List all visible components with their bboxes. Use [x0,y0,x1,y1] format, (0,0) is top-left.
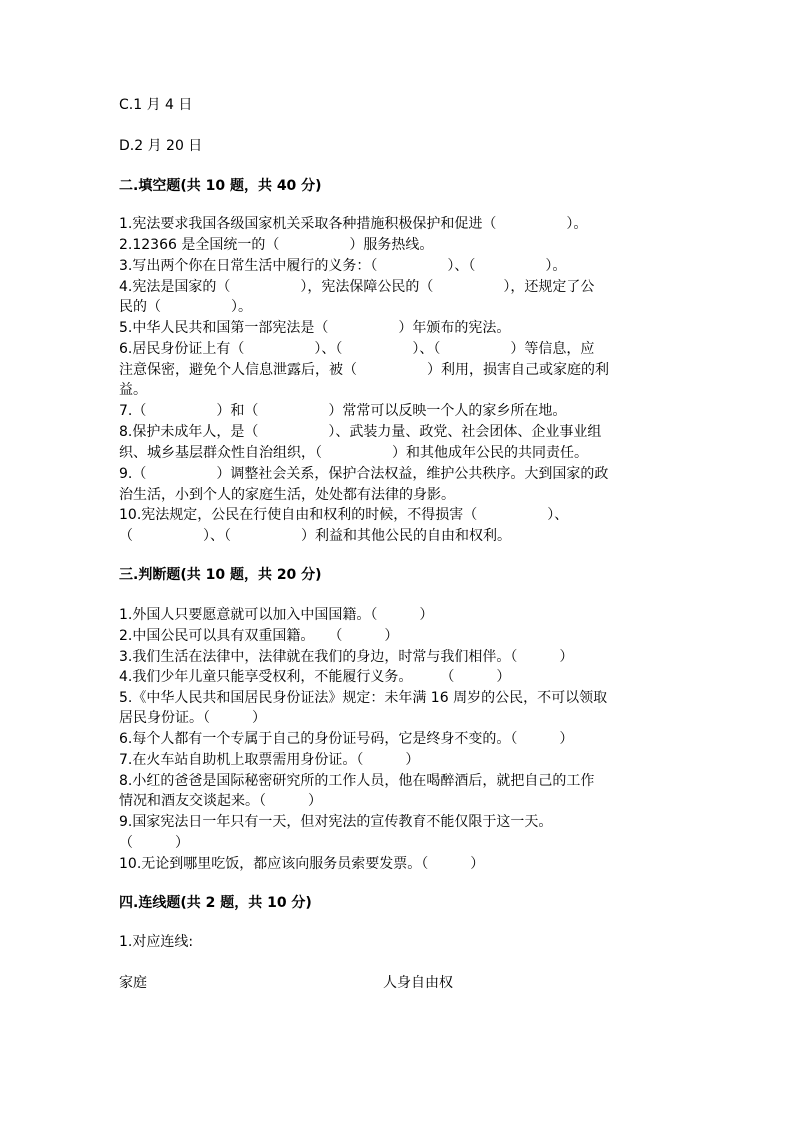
option-d: D.2 月 20 日 [119,138,203,154]
matching-question: 1.对应连线: [119,934,194,950]
true-false-line: 9.国家宪法日一年只有一天，但对宪法的宣传教育不能仅限于这一天。 [119,814,553,830]
true-false-line: 1.外国人只要愿意就可以加入中国国籍。（ ） [119,607,434,623]
section-heading-matching: 四.连线题(共 2 题，共 10 分) [119,895,312,911]
true-false-line: 4.我们少年儿童只能享受权利，不能履行义务。 （ ） [119,669,511,685]
fill-blank-line: 9.（ ）调整社会关系，保护合法权益，维护公共秩序。大到国家的政 [119,466,609,482]
fill-blank-line: 注意保密，避免个人信息泄露后，被（ ）利用，损害自己或家庭的利 [119,362,609,378]
true-false-line: 10.无论到哪里吃饭，都应该向服务员索要发票。（ ） [119,856,485,872]
fill-blank-line: 益。 [119,382,147,398]
fill-blank-line: 8.保护未成年人，是（ ）、武装力量、政党、社会团体、企业事业组 [119,424,602,440]
fill-blank-line: 1.宪法要求我国各级国家机关采取各种措施积极保护和促进（ ）。 [119,216,588,232]
true-false-line: 3.我们生活在法律中，法律就在我们的身边，时常与我们相伴。（ ） [119,649,574,665]
matching-left-item: 家庭 [119,975,147,991]
fill-blank-line: 5.中华人民共和国第一部宪法是（ ）年颁布的宪法。 [119,320,511,336]
fill-blank-line: 2.12366 是全国统一的（ ）服务热线。 [119,237,434,253]
section-heading-true-false: 三.判断题(共 10 题，共 20 分) [119,567,322,583]
fill-blank-line: 3.写出两个你在日常生活中履行的义务：（ ）、（ ）。 [119,258,567,274]
true-false-line: 2.中国公民可以具有双重国籍。 （ ） [119,628,399,644]
matching-right-item: 人身自由权 [383,975,453,991]
fill-blank-line: 7.（ ）和（ ）常常可以反映一个人的家乡所在地。 [119,403,567,419]
fill-blank-line: 织、城乡基层群众性自治组织，（ ）和其他成年公民的共同责任。 [119,445,588,461]
section-heading-fill-blank: 二.填空题(共 10 题，共 40 分) [119,178,322,194]
true-false-line: 7.在火车站自助机上取票需用身份证。（ ） [119,752,420,768]
true-false-line: 6.每个人都有一个专属于自己的身份证号码，它是终身不变的。（ ） [119,731,574,747]
fill-blank-line: 10.宪法规定，公民在行使自由和权利的时候，不得损害（ ）、 [119,507,569,523]
fill-blank-line: 治生活，小到个人的家庭生活，处处都有法律的身影。 [119,487,455,503]
fill-blank-line: 6.居民身份证上有（ ）、（ ）、（ ）等信息，应 [119,341,595,357]
true-false-line: 情况和酒友交谈起来。（ ） [119,793,322,809]
option-c: C.1 月 4 日 [119,97,193,113]
fill-blank-line: 民的（ ）。 [119,299,252,315]
true-false-line: 居民身份证。（ ） [119,710,266,726]
true-false-line: 8.小红的爸爸是国际秘密研究所的工作人员，他在喝醉酒后，就把自己的工作 [119,773,595,789]
fill-blank-line: 4.宪法是国家的（ ），宪法保障公民的（ ），还规定了公 [119,279,595,295]
true-false-line: 5.《中华人民共和国居民身份证法》规定：未年满 16 周岁的公民，不可以领取 [119,690,608,706]
fill-blank-line: （ ）、（ ）利益和其他公民的自由和权利。 [119,528,511,544]
true-false-line: （ ） [119,835,189,851]
